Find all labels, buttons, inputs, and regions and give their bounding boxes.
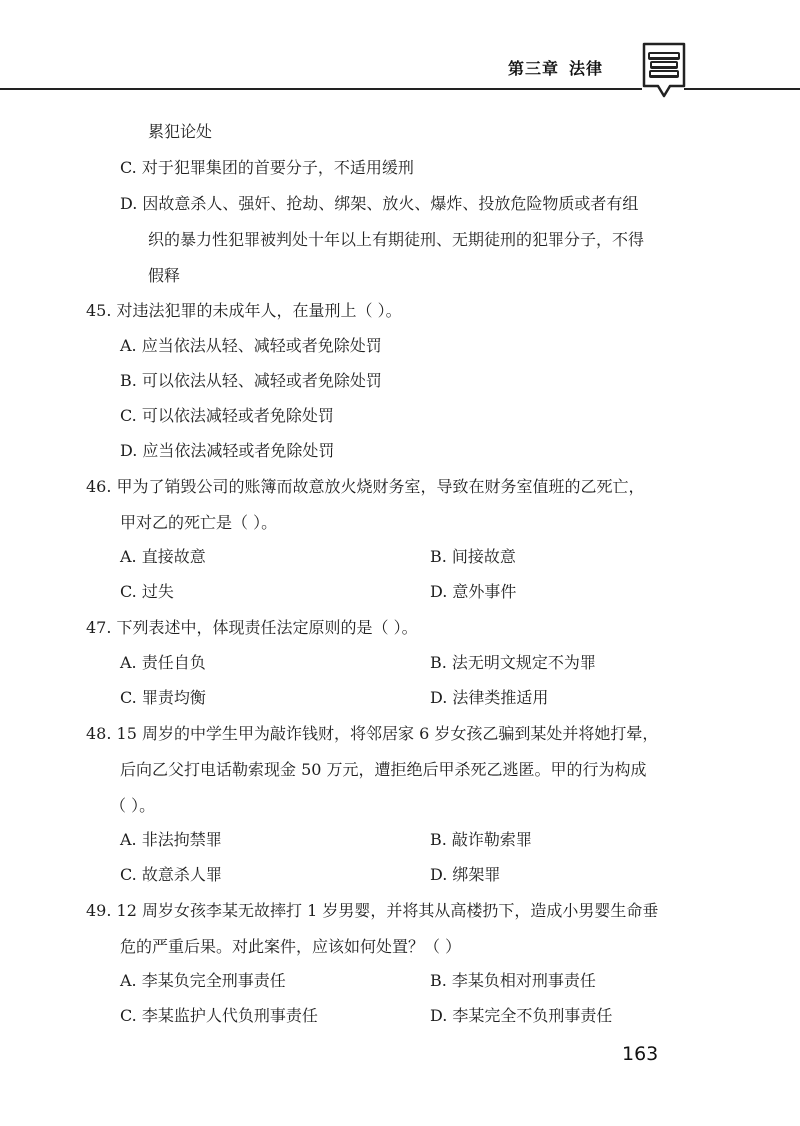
q49-option-b: B. 李某负相对刑事责任 [430, 971, 596, 990]
text-line: 织的暴力性犯罪被判处十年以上有期徒刑、无期徒刑的犯罪分子，不得 [148, 230, 645, 249]
header-rule-tail [684, 88, 800, 90]
option-c: C. 对于犯罪集团的首要分子，不适用缓刑 [120, 158, 414, 177]
q48-option-d: D. 绑架罪 [430, 865, 501, 884]
q46-option-a: A. 直接故意 [120, 547, 206, 566]
question-49-cont: 危的严重后果。对此案件，应该如何处置？（ ） [120, 937, 462, 956]
q49-option-a: A. 李某负完全刑事责任 [120, 971, 286, 990]
page-header [0, 0, 800, 100]
question-48-cont: （ ）。 [110, 796, 156, 815]
q48-option-c: C. 故意杀人罪 [120, 865, 222, 884]
q45-option-c: C. 可以依法减轻或者免除处罚 [120, 406, 334, 425]
q47-option-c: C. 罪责均衡 [120, 688, 206, 707]
chapter-number: 第三章 [508, 59, 560, 78]
chapter-title: 法律 [569, 59, 604, 78]
question-48: 48. 15 周岁的中学生甲为敲诈钱财，将邻居家 6 岁女孩乙骗到某处并将她打晕， [86, 724, 659, 743]
text-line: 累犯论处 [148, 122, 213, 141]
q46-option-d: D. 意外事件 [430, 582, 517, 601]
q49-option-d: D. 李某完全不负刑事责任 [430, 1006, 613, 1025]
q47-option-a: A. 责任自负 [120, 653, 206, 672]
q47-option-b: B. 法无明文规定不为罪 [430, 653, 596, 672]
q46-option-c: C. 过失 [120, 582, 174, 601]
question-46: 46. 甲为了销毁公司的账簿而故意放火烧财务室，导致在财务室值班的乙死亡， [86, 477, 645, 496]
option-d: D. 因故意杀人、强奸、抢劫、绑架、放火、爆炸、投放危险物质或者有组 [120, 194, 639, 213]
question-47: 47. 下列表述中，体现责任法定原则的是（ ）。 [86, 618, 418, 637]
q45-option-a: A. 应当依法从轻、减轻或者免除处罚 [120, 336, 382, 355]
question-45: 45. 对违法犯罪的未成年人，在量刑上（ ）。 [86, 301, 402, 320]
header-rule [0, 88, 642, 90]
q48-option-a: A. 非法拘禁罪 [120, 830, 222, 849]
book-stack-icon [640, 40, 688, 98]
text-line: 假释 [148, 266, 181, 285]
q48-option-b: B. 敲诈勒索罪 [430, 830, 532, 849]
question-48-cont: 后向乙父打电话勒索现金 50 万元，遭拒绝后甲杀死乙逃匿。甲的行为构成 [120, 760, 647, 779]
q49-option-c: C. 李某监护人代负刑事责任 [120, 1006, 318, 1025]
chapter-heading [508, 56, 613, 79]
q45-option-d: D. 应当依法减轻或者免除处罚 [120, 441, 335, 460]
page-number: 163 [622, 1043, 659, 1065]
question-49: 49. 12 周岁女孩李某无故摔打 1 岁男婴，并将其从高楼扔下，造成小男婴生命垂 [86, 901, 659, 920]
question-46-cont: 甲对乙的死亡是（ ）。 [120, 513, 278, 532]
q45-option-b: B. 可以依法从轻、减轻或者免除处罚 [120, 371, 382, 390]
q46-option-b: B. 间接故意 [430, 547, 516, 566]
q47-option-d: D. 法律类推适用 [430, 688, 549, 707]
